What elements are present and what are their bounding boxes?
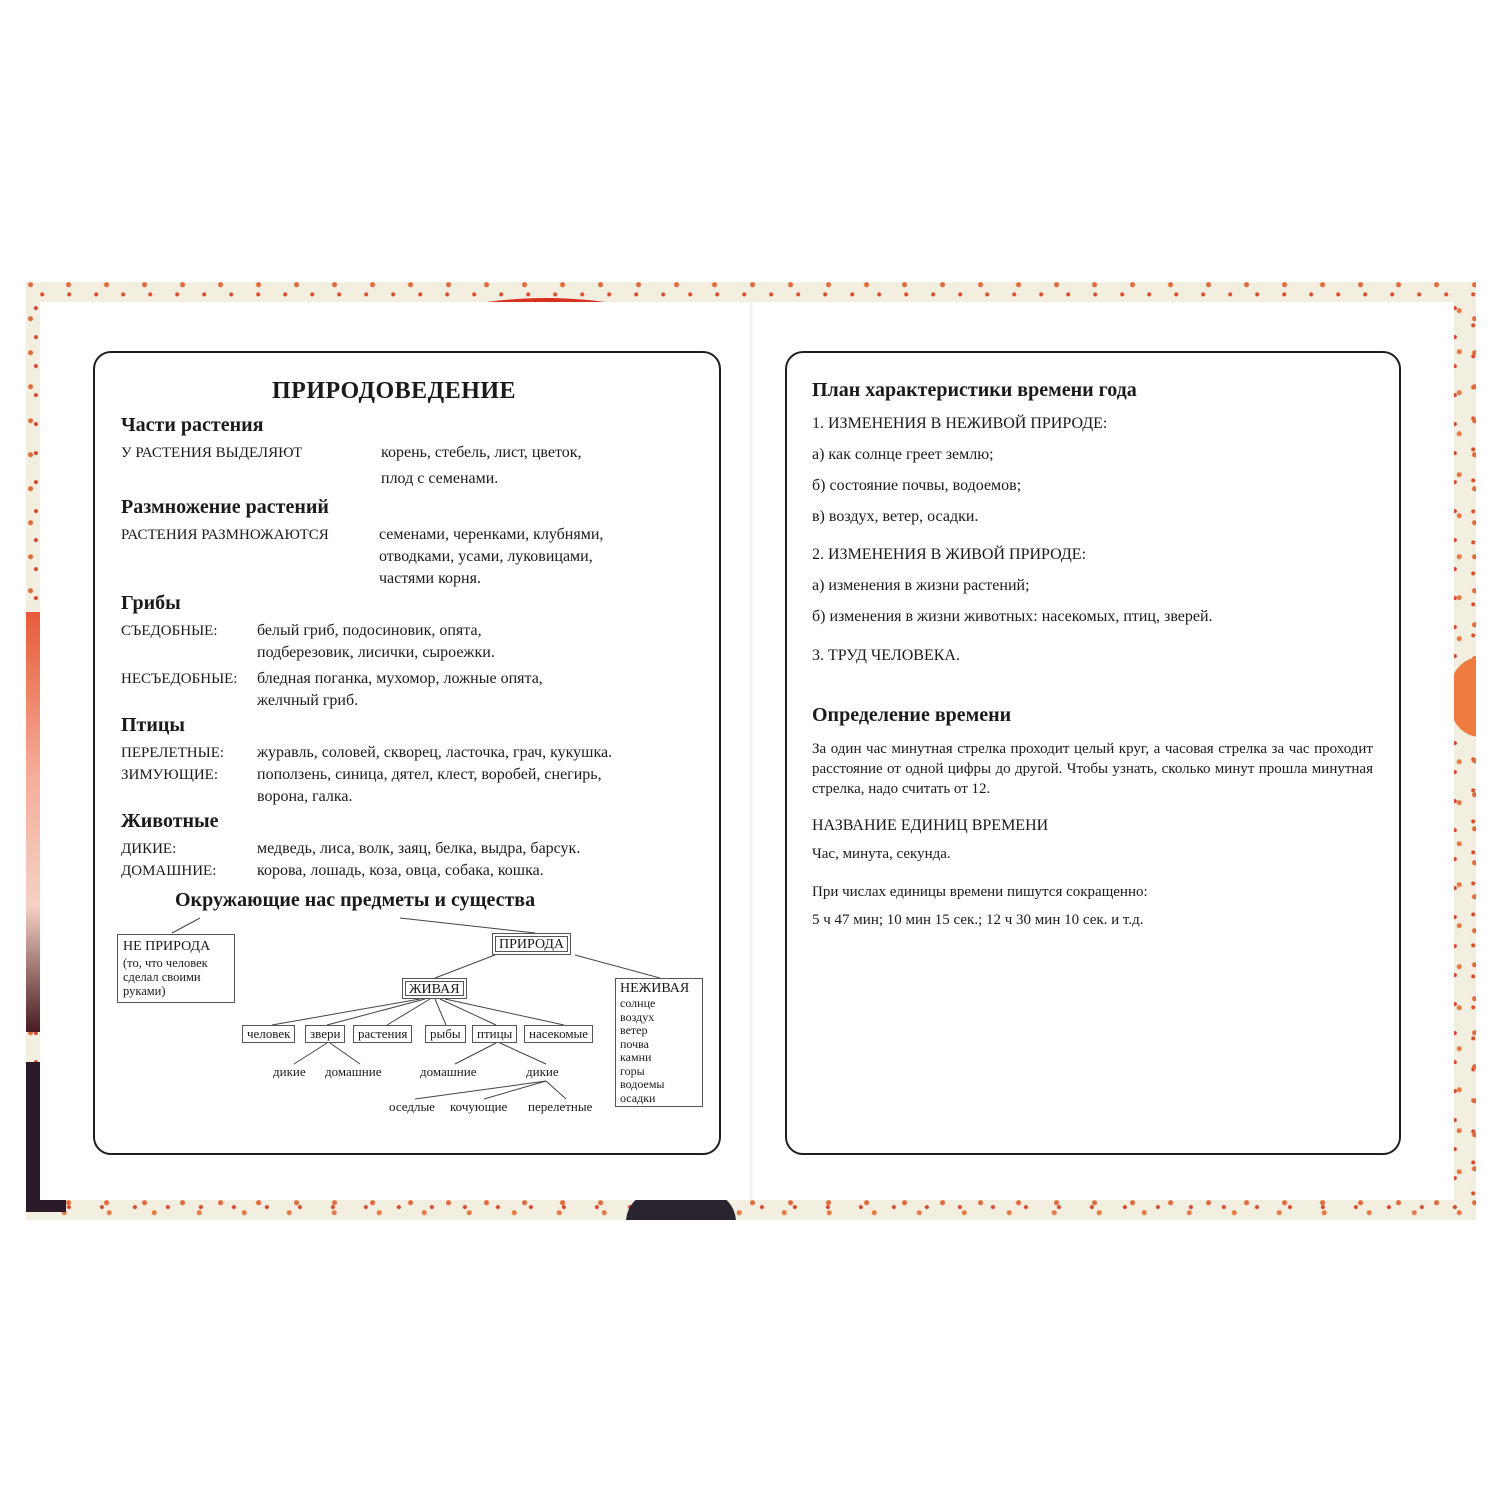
living-item-plants: растения	[353, 1025, 412, 1043]
wintering-line2: ворона, галка.	[257, 788, 353, 805]
time-paragraph: За один час минутная стрелка проходит целый круг, а часовая стрелка за час проходит расстояние от одной цифры до другой. Чтобы узнать, сколько минут прошла минутная стрелка, надо считать от 12.	[812, 741, 1373, 797]
nonliving-item: водоемы	[620, 1077, 665, 1091]
nonliving-box	[615, 978, 703, 1107]
nonliving-item: горы	[620, 1063, 645, 1078]
cover-orange-blob	[1451, 657, 1476, 737]
reproduction-line2: отводками, усами, луковицами,	[379, 548, 593, 565]
reproduction-line1: семенами, черенками, клубнями,	[379, 526, 604, 543]
time-abbr-example: 5 ч 47 мин; 10 мин 15 сек.; 12 ч 30 мин 10 сек. и т.д.	[812, 912, 1144, 928]
beasts-wild: дикие	[273, 1064, 306, 1079]
season-plan-item1a: а) как солнце греет землю;	[812, 446, 994, 463]
season-plan-item2: 2. ИЗМЕНЕНИЯ В ЖИВОЙ ПРИРОДЕ:	[812, 546, 1087, 563]
reproduction-label: РАСТЕНИЯ РАЗМНОЖАЮТСЯ	[121, 527, 329, 543]
migratory-line: журавль, соловей, скворец, ласточка, грач, кукушка.	[257, 744, 613, 761]
plant-parts-line1: корень, стебель, лист, цветок,	[381, 444, 582, 461]
season-plan-item3: 3. ТРУД ЧЕЛОВЕКА.	[812, 647, 960, 664]
season-plan-item1c: в) воздух, ветер, осадки.	[812, 508, 979, 525]
edible-label: СЪЕДОБНЫЕ:	[121, 623, 218, 639]
plant-parts-label: У РАСТЕНИЯ ВЫДЕЛЯЮТ	[121, 445, 303, 461]
mushrooms-heading: Грибы	[121, 592, 181, 614]
not-nature-box	[117, 934, 235, 1003]
edible-line2: подберезовик, лисички, сыроежки.	[257, 644, 495, 661]
living-box: ЖИВАЯ	[402, 978, 467, 999]
living-item-beasts: звери	[305, 1025, 345, 1043]
nonliving-item: осадки	[620, 1090, 656, 1105]
birds-wild: дикие	[526, 1064, 559, 1079]
plant-parts-line2: плод с семенами.	[381, 470, 499, 487]
inedible-label: НЕСЪЕДОБНЫЕ:	[121, 671, 238, 687]
diagram-heading: Окружающие нас предметы и существа	[175, 889, 536, 911]
time-abbr-intro: При числах единицы времени пишутся сокращенно:	[812, 884, 1148, 900]
time-units: Час, минута, секунда.	[812, 846, 951, 862]
birds-nomadic: кочующие	[450, 1099, 508, 1114]
animals-heading: Животные	[121, 810, 219, 832]
nonliving-title: НЕЖИВАЯ	[620, 981, 690, 996]
time-heading: Определение времени	[812, 704, 1012, 726]
nature-box: ПРИРОДА	[492, 933, 571, 955]
not-nature-title: НЕ ПРИРОДА	[123, 939, 211, 954]
inedible-line2: желчный гриб.	[257, 692, 359, 709]
wild-line: медведь, лиса, волк, заяц, белка, выдра, барсук.	[257, 840, 581, 857]
birds-heading: Птицы	[121, 714, 186, 736]
nonliving-item: воздух	[620, 1009, 655, 1024]
page-fold	[750, 302, 754, 1200]
season-plan-item1b: б) состояние почвы, водоемов;	[812, 477, 1022, 494]
reproduction-line3: частями корня.	[379, 570, 481, 587]
nonliving-item: почва	[620, 1036, 649, 1051]
edible-line1: белый гриб, подосиновик, опята,	[257, 622, 482, 639]
season-plan-item2b: б) изменения в жизни животных: насекомых, птиц, зверей.	[812, 608, 1213, 625]
not-nature-desc2: сделал своими	[123, 970, 201, 985]
nonliving-item: ветер	[620, 1023, 648, 1037]
time-units-heading: НАЗВАНИЕ ЕДИНИЦ ВРЕМЕНИ	[812, 817, 1049, 834]
reproduction-heading: Размножение растений	[121, 496, 329, 518]
living-item-insects: насекомые	[524, 1025, 593, 1043]
living-item-human: человек	[242, 1025, 295, 1043]
not-nature-desc1: (то, что человек	[123, 956, 208, 971]
wintering-line1: поползень, синица, дятел, клест, воробей, снегирь,	[257, 766, 602, 783]
birds-settled: оседлые	[389, 1099, 435, 1114]
inedible-line1: бледная поганка, мухомор, ложные опята,	[257, 670, 543, 687]
page-title: ПРИРОДОВЕДЕНИЕ	[272, 378, 517, 404]
nonliving-item: камни	[620, 1050, 652, 1064]
plant-parts-heading: Части растения	[121, 414, 264, 436]
living-item-birds: птицы	[472, 1025, 517, 1043]
wild-label: ДИКИЕ:	[121, 841, 177, 857]
not-nature-desc3: руками)	[123, 984, 166, 999]
beasts-domestic: домашние	[325, 1064, 382, 1079]
birds-domestic: домашние	[420, 1064, 477, 1079]
wintering-label: ЗИМУЮЩИЕ:	[121, 767, 219, 783]
season-plan-item1: 1. ИЗМЕНЕНИЯ В НЕЖИВОЙ ПРИРОДЕ:	[812, 415, 1108, 432]
domestic-label: ДОМАШНИЕ:	[121, 863, 217, 879]
season-plan-item2a: а) изменения в жизни растений;	[812, 577, 1030, 594]
nonliving-item: солнце	[620, 996, 656, 1010]
season-plan-heading: План характеристики времени года	[812, 379, 1137, 401]
living-item-fish: рыбы	[425, 1025, 466, 1043]
birds-migratory: перелетные	[528, 1099, 593, 1114]
domestic-line: корова, лошадь, коза, овца, собака, кошка.	[257, 862, 544, 879]
migratory-label: ПЕРЕЛЕТНЫЕ:	[121, 745, 225, 761]
